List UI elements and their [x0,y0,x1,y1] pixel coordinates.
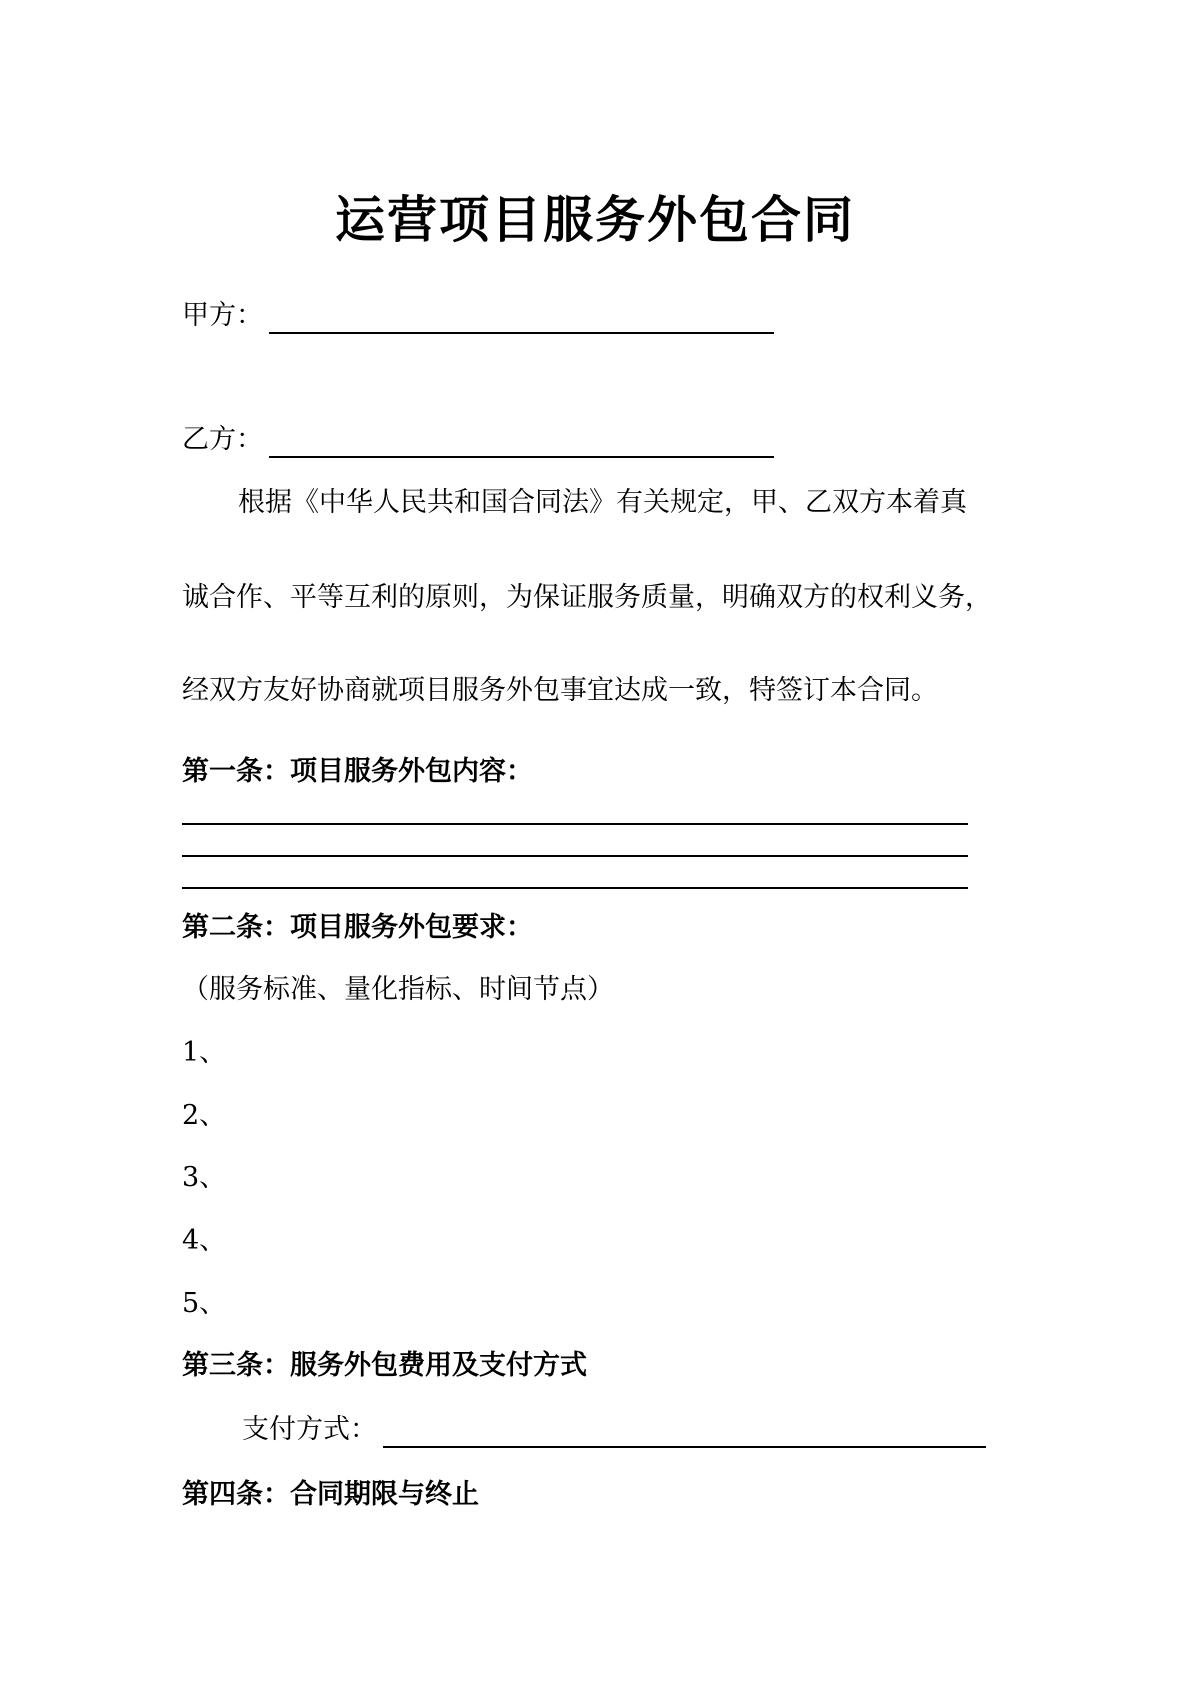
payment-row [242,1412,986,1448]
payment-blank [383,1416,986,1448]
party-b-label: 乙方： [182,424,263,455]
intro-line-1: 根据《中华人民共和国合同法》有关规定，甲、乙双方本着真 [238,487,967,518]
article-2-note: （服务标准、量化指标、时间节点） [182,974,614,1005]
article-2-item-5: 5、 [182,1288,227,1319]
article-1-blank-line-1 [182,823,968,825]
article-3-heading: 第三条：服务外包费用及支付方式 [182,1350,587,1381]
intro-line-2: 诚合作、平等互利的原则，为保证服务质量，明确双方的权利义务， [182,582,992,613]
article-4-heading: 第四条：合同期限与终止 [182,1479,479,1510]
party-b-blank [269,426,774,458]
party-a-blank [269,302,774,334]
article-2-item-1: 1、 [182,1037,227,1068]
article-2-heading: 第二条：项目服务外包要求： [182,912,533,943]
party-b-row [182,422,774,458]
party-a-row [182,298,774,334]
party-a-label: 甲方： [182,300,263,331]
document-title: 运营项目服务外包合同 [335,190,855,249]
intro-line-3: 经双方友好协商就项目服务外包事宜达成一致，特签订本合同。 [182,675,938,706]
article-2-item-2: 2、 [182,1100,227,1131]
article-2-item-3: 3、 [182,1162,227,1193]
article-2-item-4: 4、 [182,1225,227,1256]
article-1-blank-line-2 [182,855,968,857]
article-1-blank-line-3 [182,887,968,889]
payment-label: 支付方式： [242,1414,377,1445]
article-1-heading: 第一条：项目服务外包内容： [182,756,533,787]
